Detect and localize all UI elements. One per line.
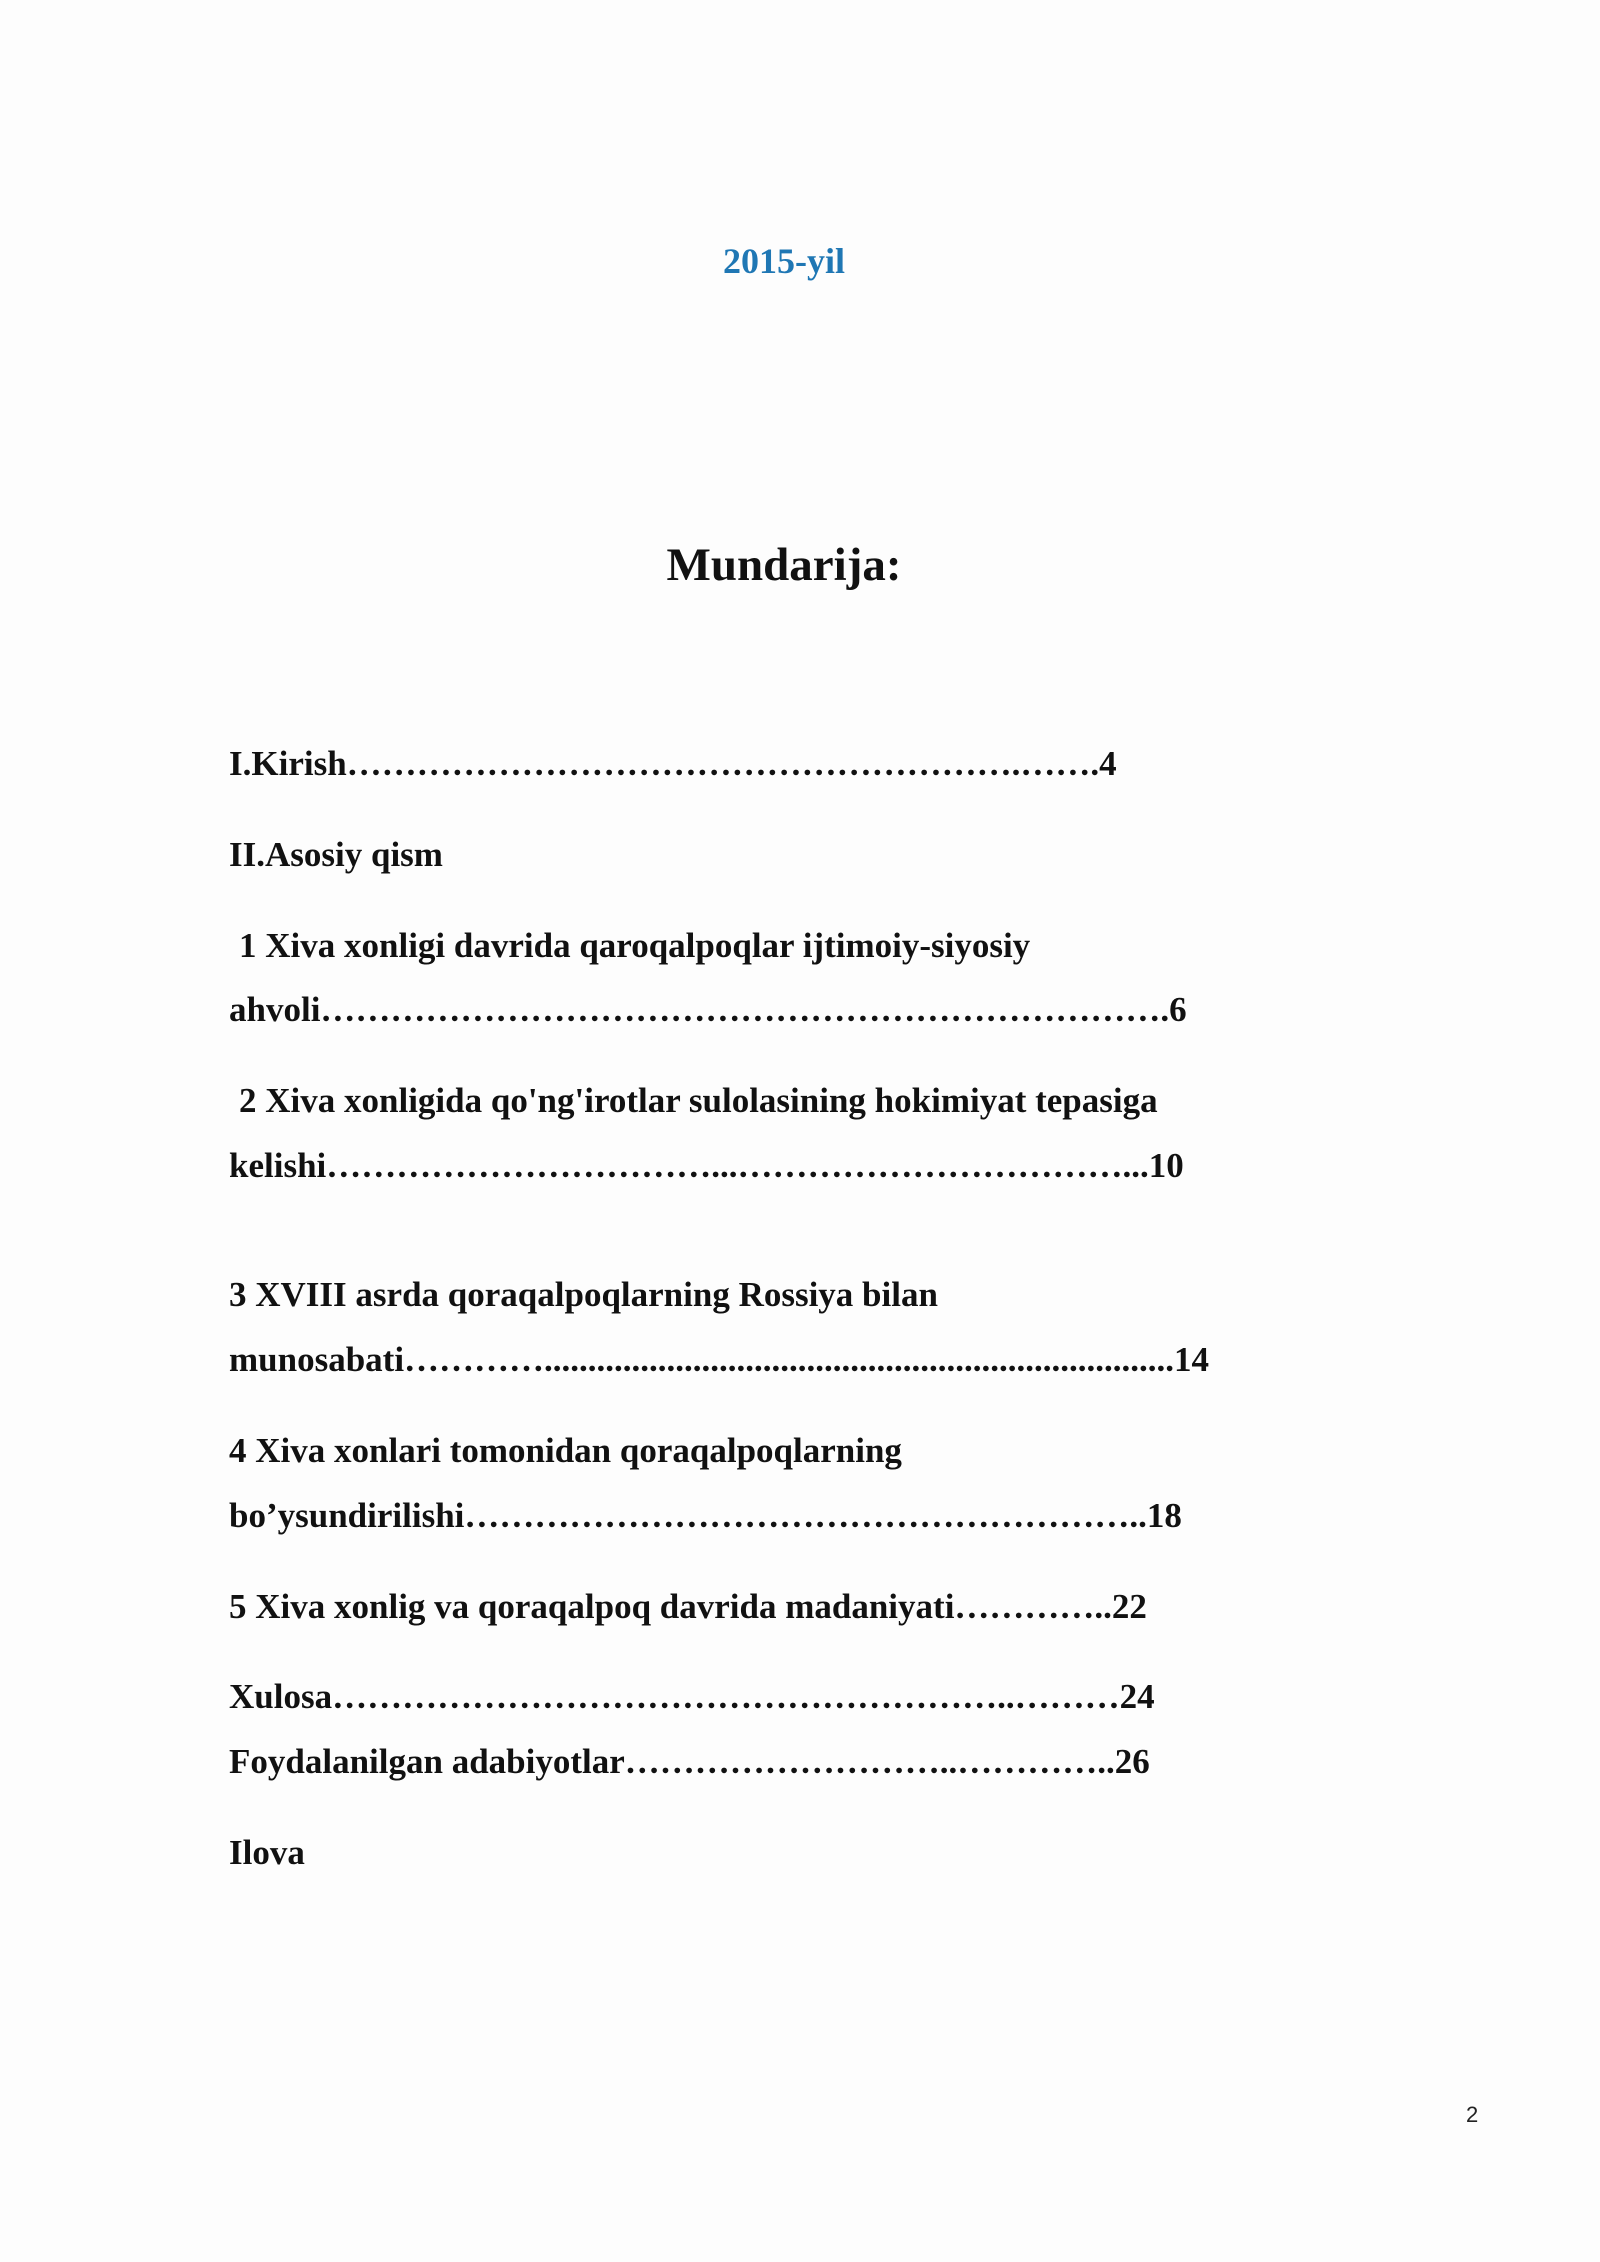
toc-entry-4-line1: 4 Xiva xonlari tomonidan qoraqalpoqlarning (229, 1431, 902, 1470)
toc-entry-ilova: Ilova (229, 1833, 305, 1872)
toc-entry-2-line1: 2 Xiva xonligida qo'ng'irotlar sulolasining hokimiyat tepasiga (239, 1081, 1158, 1120)
toc-entry-kirish: I.Kirish………………………………………………….…….4 (229, 744, 1117, 783)
page-number: 2 (1466, 2102, 1479, 2127)
toc-entry-1-line2: ahvoli……………………………………………………………….6 (229, 990, 1187, 1029)
toc-entry-1-line1: 1 Xiva xonligi davrida qaroqalpoqlar ijtimoiy-siyosiy (239, 926, 1031, 965)
toc-entry-xulosa: Xulosa…………………………………………………..………24 (229, 1677, 1155, 1716)
toc-entry-4-line2: bo’ysundirilishi…………………………………………………..18 (229, 1496, 1182, 1535)
toc-entry-foydalanilgan-adabiyotlar: Foydalanilgan adabiyotlar………………………..…………..26 (229, 1742, 1150, 1781)
toc-entry-3-line2: munosabati…………........................................................................14 (229, 1340, 1210, 1379)
toc-entry-2-line2: kelishi……………………………...……………………………...10 (229, 1146, 1184, 1185)
toc-entry-3-line1: 3 XVIII asrda qoraqalpoqlarning Rossiya bilan (229, 1275, 938, 1314)
toc-entry-asosiy-qism: II.Asosiy qism (229, 835, 443, 874)
year-heading: 2015-yil (723, 241, 845, 281)
toc-title: Mundarija: (666, 539, 902, 591)
toc-entry-5: 5 Xiva xonlig va qoraqalpoq davrida madaniyati…………..22 (229, 1587, 1147, 1626)
